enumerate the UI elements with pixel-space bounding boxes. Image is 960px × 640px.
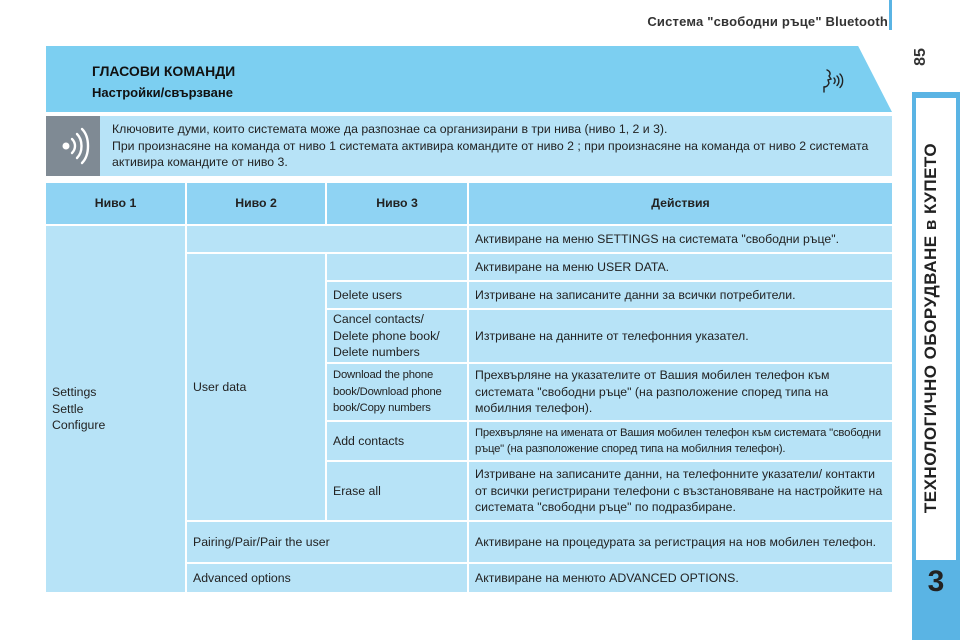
header-level-1: Ниво 1 [46,183,185,224]
header-title: Система "свободни ръце" Bluetooth [647,14,888,29]
speaker-sound-icon [46,116,100,176]
cell-level2-advanced: Advanced options [187,564,467,592]
cell-action-delete-users: Изтриване на записаните данни за всички потребители. [469,282,892,308]
header-actions: Действия [469,183,892,224]
header-rule [889,0,892,30]
header-level-2: Ниво 2 [187,183,325,224]
chapter-title: ТЕХНОЛОГИЧНО ОБОРУДВАНЕ в КУПЕТО [921,142,940,514]
cell-action-add-contacts: Прехвърляне на имената от Вашия мобилен телефон към системата "свободни ръце" (на разположение според типа на мобилния телефон). [469,422,892,460]
cell-level3-add-contacts: Add contacts [327,422,467,460]
cell-level3-download: Download the phone book/Download phone book/Copy numbers [327,364,467,420]
cell-action-cancel-contacts: Изтриване на данните от телефонния указател. [469,310,892,362]
cell-level1-settings: Settings Settle Configure [46,226,185,592]
cell-action-erase-all: Изтриване на записаните данни, на телефонните указатели/ контакти от всички регистрирани телефони с възстановяване на настройките на системата "свободни ръце" по подразбиране. [469,462,892,520]
section-subtitle: Настройки/свързване [92,85,233,100]
header-level-3: Ниво 3 [327,183,467,224]
section-banner [46,46,892,112]
page-number: 85 [912,48,929,66]
cell-action-user-data: Активиране на меню USER DATA. [469,254,892,280]
cell-action-pairing: Активиране на процедурата за регистрация на нов мобилен телефон. [469,522,892,562]
commands-table [46,183,892,593]
cell-level3-delete-users: Delete users [327,282,467,308]
cell-level2-pairing: Pairing/Pair/Pair the user [187,522,467,562]
intro-text: Ключовите думи, които системата може да разпознае са организирани в три нива (ниво 1, 2 и 3). При произнасяне на команда от ниво 1 системата активира командите от ниво 2 ; при произнасяне на команда от ниво 2 системата активира командите от ниво 3. [112,122,869,169]
cell-level3-cancel-contacts: Cancel contacts/ Delete phone book/ Delete numbers [327,310,467,362]
cell-action-advanced: Активиране на менюто ADVANCED OPTIONS. [469,564,892,592]
intro-icon-box [46,116,100,176]
voice-command-icon [818,66,848,96]
section-title: ГЛАСОВИ КОМАНДИ [92,63,236,79]
cell-empty-row1 [187,226,467,252]
cell-empty-row2 [327,254,467,280]
cell-level3-erase-all: Erase all [327,462,467,520]
cell-action-settings: Активиране на меню SETTINGS на системата "свободни ръце". [469,226,892,252]
cell-action-download: Прехвърляне на указателите от Вашия мобилен телефон към системата "свободни ръце" (на разположение според типа на мобилния телефон). [469,364,892,420]
chapter-number: 3 [927,565,945,598]
cell-level2-user-data: User data [187,254,325,520]
